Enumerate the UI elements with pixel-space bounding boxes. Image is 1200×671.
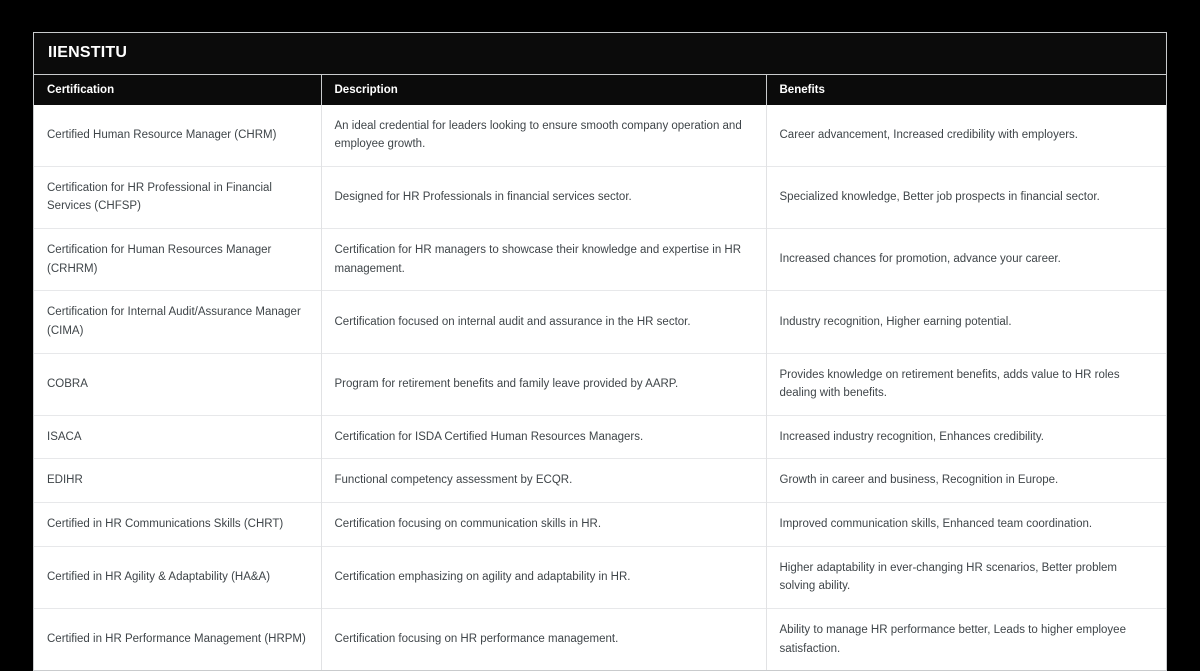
cell-description: Program for retirement benefits and family leave provided by AARP.	[321, 353, 766, 415]
cell-description: Certification emphasizing on agility and adaptability in HR.	[321, 546, 766, 608]
cell-certification: Certified in HR Communications Skills (CHRT)	[34, 503, 321, 547]
table-row	[34, 608, 1166, 670]
cell-description: Certification for ISDA Certified Human Resources Managers.	[321, 415, 766, 459]
cell-description: Certification focusing on communication skills in HR.	[321, 503, 766, 547]
table-row	[34, 415, 1166, 459]
cell-certification: ISACA	[34, 415, 321, 459]
cell-certification: Certification for HR Professional in Financial Services (CHFSP)	[34, 166, 321, 228]
cell-benefits: Ability to manage HR performance better, Leads to higher employee satisfaction.	[766, 608, 1166, 670]
table-row	[34, 353, 1166, 415]
cell-benefits: Higher adaptability in ever-changing HR scenarios, Better problem solving ability.	[766, 546, 1166, 608]
cell-benefits: Provides knowledge on retirement benefits, adds value to HR roles dealing with benefits.	[766, 353, 1166, 415]
cell-benefits: Industry recognition, Higher earning potential.	[766, 291, 1166, 353]
cell-certification: Certified Human Resource Manager (CHRM)	[34, 105, 321, 167]
cell-description: Designed for HR Professionals in financial services sector.	[321, 166, 766, 228]
column-header-certification: Certification	[34, 75, 321, 105]
cell-certification: Certification for Internal Audit/Assurance Manager (CIMA)	[34, 291, 321, 353]
table-row	[34, 105, 1166, 167]
cell-certification: EDIHR	[34, 459, 321, 503]
table-row	[34, 459, 1166, 503]
cell-description: Functional competency assessment by ECQR.	[321, 459, 766, 503]
cell-description: Certification for HR managers to showcase their knowledge and expertise in HR management.	[321, 229, 766, 291]
table-row	[34, 166, 1166, 228]
certifications-table	[34, 75, 1166, 671]
column-header-description: Description	[321, 75, 766, 105]
title-band	[34, 33, 1166, 75]
cell-benefits: Growth in career and business, Recognition in Europe.	[766, 459, 1166, 503]
cell-benefits: Increased chances for promotion, advance your career.	[766, 229, 1166, 291]
certifications-card	[33, 32, 1167, 671]
table-header-row	[34, 75, 1166, 105]
table-row	[34, 503, 1166, 547]
cell-benefits: Increased industry recognition, Enhances credibility.	[766, 415, 1166, 459]
table-row	[34, 291, 1166, 353]
cell-benefits: Improved communication skills, Enhanced team coordination.	[766, 503, 1166, 547]
cell-certification: Certified in HR Performance Management (HRPM)	[34, 608, 321, 670]
table-row	[34, 546, 1166, 608]
table-row	[34, 229, 1166, 291]
table-header	[34, 75, 1166, 105]
cell-certification: Certification for Human Resources Manager (CRHRM)	[34, 229, 321, 291]
cell-certification: COBRA	[34, 353, 321, 415]
cell-description: An ideal credential for leaders looking to ensure smooth company operation and employee growth.	[321, 105, 766, 167]
cell-description: Certification focused on internal audit and assurance in the HR sector.	[321, 291, 766, 353]
cell-certification: Certified in HR Agility & Adaptability (HA&A)	[34, 546, 321, 608]
cell-description: Certification focusing on HR performance management.	[321, 608, 766, 670]
cell-benefits: Career advancement, Increased credibility with employers.	[779, 128, 1078, 141]
cell-benefits: Specialized knowledge, Better job prospects in financial sector.	[766, 166, 1166, 228]
brand-title: IIENSTITU	[48, 44, 128, 61]
column-header-benefits: Benefits	[766, 75, 1166, 105]
table-body	[34, 105, 1166, 671]
